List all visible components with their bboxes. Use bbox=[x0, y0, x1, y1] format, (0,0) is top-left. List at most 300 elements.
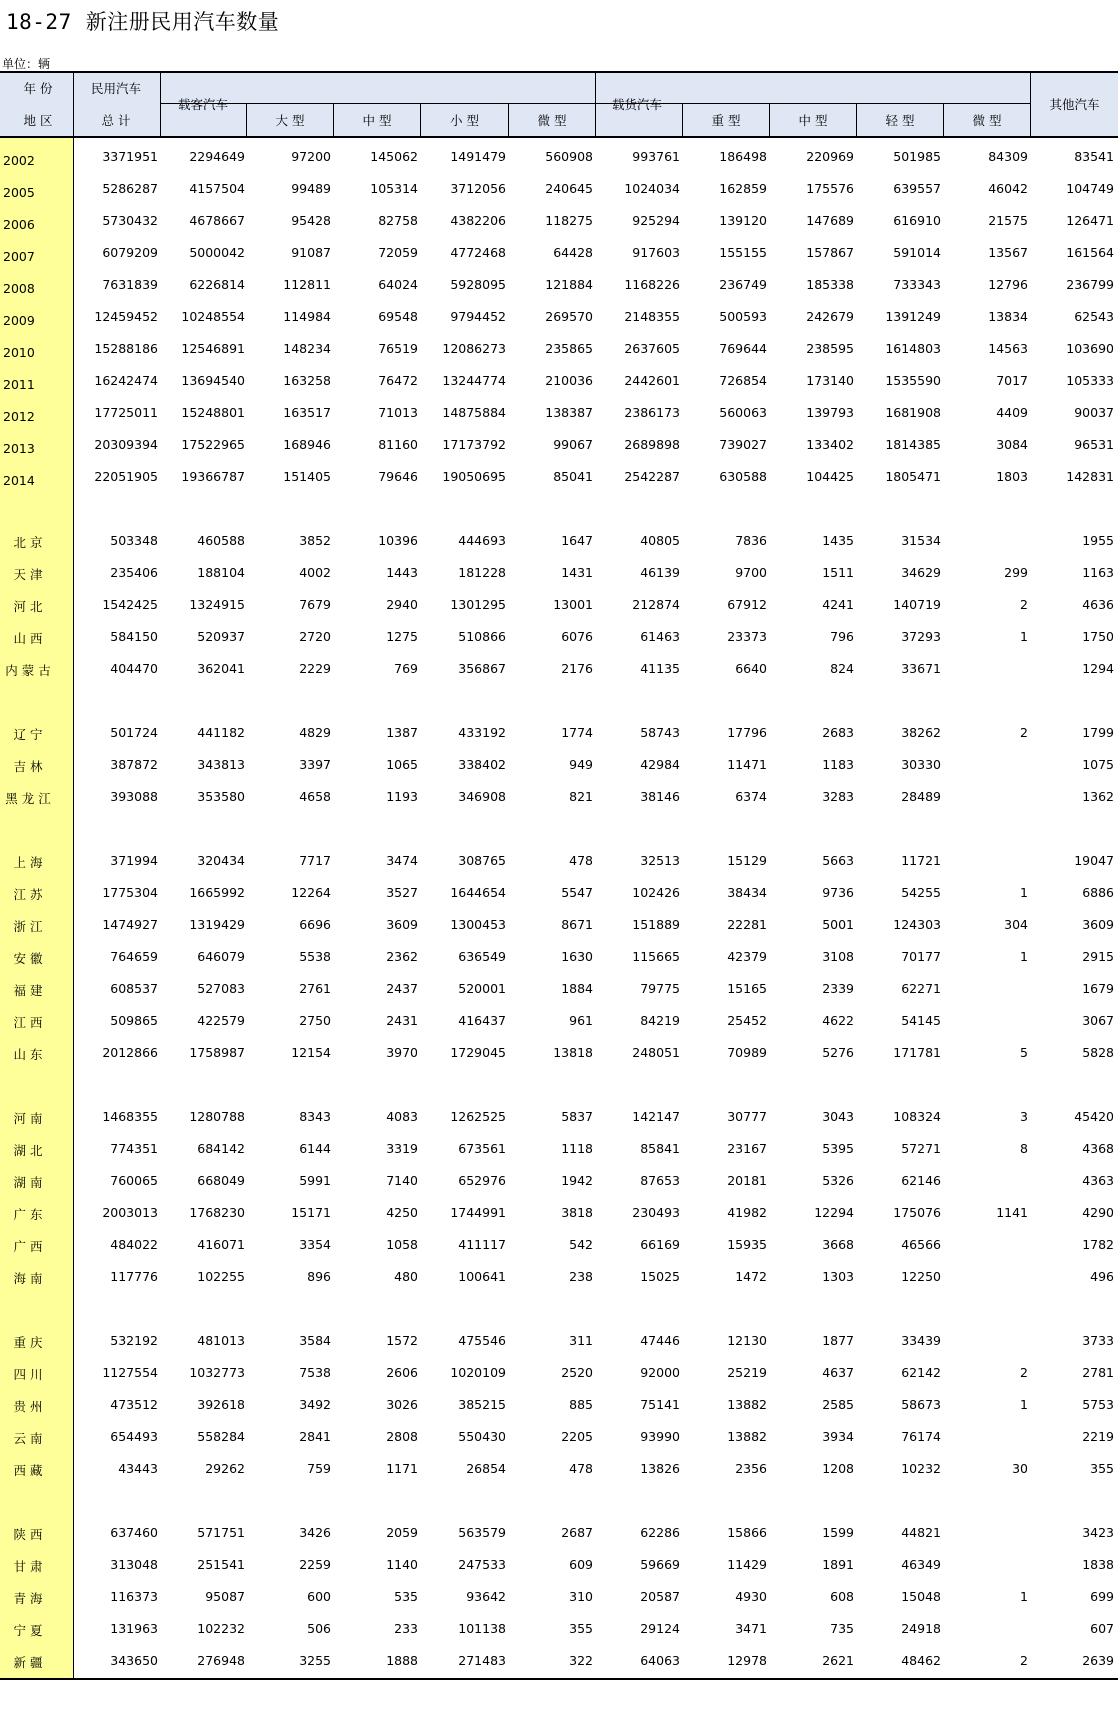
freight-medium-header: 中 型 bbox=[798, 113, 828, 128]
passenger-medium-cell: 145062 bbox=[370, 149, 418, 164]
freight-medium-cell: 1891 bbox=[822, 1557, 854, 1572]
passenger-total-cell: 1319429 bbox=[189, 917, 245, 932]
total-cell: 313048 bbox=[110, 1557, 158, 1572]
freight-heavy-cell: 9700 bbox=[735, 565, 767, 580]
total-cell: 116373 bbox=[110, 1589, 158, 1604]
freight-light-cell: 28489 bbox=[901, 789, 941, 804]
region-row bbox=[0, 589, 1118, 619]
freight-light-cell: 46566 bbox=[901, 1237, 941, 1252]
passenger-total-cell: 4678667 bbox=[189, 213, 245, 228]
freight-medium-cell: 220969 bbox=[806, 149, 854, 164]
region-row bbox=[0, 1325, 1118, 1355]
total-cell: 503348 bbox=[110, 533, 158, 548]
passenger-total-cell: 343813 bbox=[197, 757, 245, 772]
passenger-total-cell: 527083 bbox=[197, 981, 245, 996]
passenger-large-cell: 4829 bbox=[299, 725, 331, 740]
freight-medium-cell: 824 bbox=[830, 661, 854, 676]
passenger-small-cell: 308765 bbox=[458, 853, 506, 868]
freight-medium-cell: 1303 bbox=[822, 1269, 854, 1284]
passenger-mini-cell: 235865 bbox=[545, 341, 593, 356]
year-row bbox=[0, 205, 1118, 235]
other-cell: 355 bbox=[1090, 1461, 1114, 1476]
total-cell: 43443 bbox=[118, 1461, 158, 1476]
passenger-total-cell: 15248801 bbox=[181, 405, 245, 420]
freight-total-cell: 1168226 bbox=[624, 277, 680, 292]
passenger-small-cell: 1262525 bbox=[450, 1109, 506, 1124]
region-row bbox=[0, 1517, 1118, 1547]
total-header: 总 计 bbox=[101, 113, 131, 128]
passenger-small-cell: 356867 bbox=[458, 661, 506, 676]
region-label: 贵州 bbox=[13, 1399, 47, 1414]
passenger-large-cell: 3492 bbox=[299, 1397, 331, 1412]
freight-light-cell: 10232 bbox=[901, 1461, 941, 1476]
passenger-mini-cell: 64428 bbox=[553, 245, 593, 260]
freight-mini-cell: 1 bbox=[1020, 949, 1028, 964]
region-row bbox=[0, 973, 1118, 1003]
total-cell: 235406 bbox=[110, 565, 158, 580]
passenger-total-cell: 12546891 bbox=[181, 341, 245, 356]
other-cell: 3733 bbox=[1082, 1333, 1114, 1348]
other-cell: 3423 bbox=[1082, 1525, 1114, 1540]
other-cell: 1294 bbox=[1082, 661, 1114, 676]
passenger-small-cell: 101138 bbox=[458, 1621, 506, 1636]
passenger-small-cell: 13244774 bbox=[442, 373, 506, 388]
table-bottom-rule bbox=[0, 1678, 1118, 1680]
total-cell: 774351 bbox=[110, 1141, 158, 1156]
freight-total-cell: 92000 bbox=[640, 1365, 680, 1380]
passenger-mini-cell: 322 bbox=[569, 1653, 593, 1668]
region-label: 云南 bbox=[13, 1431, 47, 1446]
freight-heavy-cell: 139120 bbox=[719, 213, 767, 228]
passenger-total-cell: 481013 bbox=[197, 1333, 245, 1348]
passenger-mini-cell: 478 bbox=[569, 853, 593, 868]
passenger-total-cell: 1032773 bbox=[189, 1365, 245, 1380]
freight-light-cell: 1681908 bbox=[885, 405, 941, 420]
passenger-mini-cell: 1942 bbox=[561, 1173, 593, 1188]
freight-medium-cell: 5395 bbox=[822, 1141, 854, 1156]
passenger-mini-cell: 542 bbox=[569, 1237, 593, 1252]
freight-medium-cell: 608 bbox=[830, 1589, 854, 1604]
freight-light-cell: 37293 bbox=[901, 629, 941, 644]
freight-heavy-cell: 15129 bbox=[727, 853, 767, 868]
passenger-medium-cell: 69548 bbox=[378, 309, 418, 324]
passenger-medium-cell: 3319 bbox=[386, 1141, 418, 1156]
passenger-mini-cell: 478 bbox=[569, 1461, 593, 1476]
region-row bbox=[0, 845, 1118, 875]
freight-medium-cell: 3108 bbox=[822, 949, 854, 964]
freight-total-cell: 87653 bbox=[640, 1173, 680, 1188]
freight-total-cell: 212874 bbox=[632, 597, 680, 612]
freight-total-cell: 66169 bbox=[640, 1237, 680, 1252]
freight-total-cell: 85841 bbox=[640, 1141, 680, 1156]
freight-total-cell: 115665 bbox=[632, 949, 680, 964]
passenger-large-cell: 99489 bbox=[291, 181, 331, 196]
freight-medium-cell: 5001 bbox=[822, 917, 854, 932]
freight-total-cell: 2386173 bbox=[624, 405, 680, 420]
freight-heavy-cell: 30777 bbox=[727, 1109, 767, 1124]
passenger-medium-cell: 72059 bbox=[378, 245, 418, 260]
other-cell: 45420 bbox=[1074, 1109, 1114, 1124]
region-label: 四川 bbox=[13, 1367, 47, 1382]
passenger-mini-header: 微 型 bbox=[537, 113, 567, 128]
passenger-large-cell: 12264 bbox=[291, 885, 331, 900]
region-label: 青海 bbox=[13, 1591, 47, 1606]
passenger-large-cell: 4658 bbox=[299, 789, 331, 804]
freight-heavy-cell: 20181 bbox=[727, 1173, 767, 1188]
freight-light-cell: 33439 bbox=[901, 1333, 941, 1348]
freight-light-cell: 1391249 bbox=[885, 309, 941, 324]
passenger-small-cell: 510866 bbox=[458, 629, 506, 644]
other-cell: 236799 bbox=[1066, 277, 1114, 292]
freight-light-cell: 1805471 bbox=[885, 469, 941, 484]
freight-heavy-cell: 23373 bbox=[727, 629, 767, 644]
total-cell: 404470 bbox=[110, 661, 158, 676]
freight-heavy-header: 重 型 bbox=[711, 113, 741, 128]
freight-medium-cell: 157867 bbox=[806, 245, 854, 260]
total-cell: 2012866 bbox=[102, 1045, 158, 1060]
other-cell: 2915 bbox=[1082, 949, 1114, 964]
freight-total-cell: 13826 bbox=[640, 1461, 680, 1476]
passenger-total-cell: 2294649 bbox=[189, 149, 245, 164]
freight-mini-cell: 8 bbox=[1020, 1141, 1028, 1156]
passenger-mini-cell: 355 bbox=[569, 1621, 593, 1636]
freight-medium-cell: 3934 bbox=[822, 1429, 854, 1444]
region-row bbox=[0, 909, 1118, 939]
freight-total-cell: 102426 bbox=[632, 885, 680, 900]
passenger-mini-cell: 138387 bbox=[545, 405, 593, 420]
passenger-large-cell: 2841 bbox=[299, 1429, 331, 1444]
passenger-total-cell: 251541 bbox=[197, 1557, 245, 1572]
freight-light-cell: 48462 bbox=[901, 1653, 941, 1668]
freight-light-cell: 76174 bbox=[901, 1429, 941, 1444]
passenger-medium-cell: 535 bbox=[394, 1589, 418, 1604]
total-cell: 131963 bbox=[110, 1621, 158, 1636]
freight-mini-cell: 5 bbox=[1020, 1045, 1028, 1060]
passenger-medium-cell: 10396 bbox=[378, 533, 418, 548]
freight-heavy-cell: 726854 bbox=[719, 373, 767, 388]
other-cell: 4368 bbox=[1082, 1141, 1114, 1156]
freight-light-cell: 616910 bbox=[893, 213, 941, 228]
freight-heavy-cell: 12978 bbox=[727, 1653, 767, 1668]
other-cell: 2781 bbox=[1082, 1365, 1114, 1380]
passenger-large-cell: 2259 bbox=[299, 1557, 331, 1572]
region-row bbox=[0, 1357, 1118, 1387]
passenger-small-cell: 1644654 bbox=[450, 885, 506, 900]
passenger-medium-cell: 3474 bbox=[386, 853, 418, 868]
passenger-mini-cell: 3818 bbox=[561, 1205, 593, 1220]
passenger-medium-cell: 7140 bbox=[386, 1173, 418, 1188]
other-cell: 1075 bbox=[1082, 757, 1114, 772]
freight-total-cell: 2442601 bbox=[624, 373, 680, 388]
passenger-small-cell: 433192 bbox=[458, 725, 506, 740]
freight-medium-cell: 2339 bbox=[822, 981, 854, 996]
passenger-small-cell: 475546 bbox=[458, 1333, 506, 1348]
passenger-medium-cell: 3609 bbox=[386, 917, 418, 932]
passenger-small-cell: 673561 bbox=[458, 1141, 506, 1156]
passenger-medium-cell: 1888 bbox=[386, 1653, 418, 1668]
passenger-medium-cell: 2940 bbox=[386, 597, 418, 612]
passenger-medium-cell: 3026 bbox=[386, 1397, 418, 1412]
passenger-small-cell: 17173792 bbox=[442, 437, 506, 452]
other-cell: 6886 bbox=[1082, 885, 1114, 900]
freight-medium-cell: 104425 bbox=[806, 469, 854, 484]
region-label: 陕西 bbox=[13, 1527, 47, 1542]
freight-total-cell: 142147 bbox=[632, 1109, 680, 1124]
freight-mini-cell: 84309 bbox=[988, 149, 1028, 164]
passenger-mini-cell: 2176 bbox=[561, 661, 593, 676]
freight-heavy-cell: 15866 bbox=[727, 1525, 767, 1540]
passenger-small-cell: 271483 bbox=[458, 1653, 506, 1668]
region-row bbox=[0, 1645, 1118, 1675]
freight-heavy-cell: 162859 bbox=[719, 181, 767, 196]
region-label: 黑龙江 bbox=[5, 791, 55, 806]
passenger-large-cell: 896 bbox=[307, 1269, 331, 1284]
region-label: 重庆 bbox=[13, 1335, 47, 1350]
passenger-large-cell: 7679 bbox=[299, 597, 331, 612]
passenger-total-cell: 1758987 bbox=[189, 1045, 245, 1060]
freight-light-cell: 57271 bbox=[901, 1141, 941, 1156]
freight-heavy-cell: 41982 bbox=[727, 1205, 767, 1220]
other-cell: 1750 bbox=[1082, 629, 1114, 644]
other-cell: 607 bbox=[1090, 1621, 1114, 1636]
header-divider bbox=[73, 72, 74, 136]
passenger-medium-cell: 71013 bbox=[378, 405, 418, 420]
total-cell: 1542425 bbox=[102, 597, 158, 612]
freight-mini-cell: 4409 bbox=[996, 405, 1028, 420]
passenger-total-cell: 520937 bbox=[197, 629, 245, 644]
region-label: 北京 bbox=[13, 535, 47, 550]
passenger-mini-cell: 8671 bbox=[561, 917, 593, 932]
freight-mini-cell: 14563 bbox=[988, 341, 1028, 356]
year-column-header: 年 份 bbox=[23, 81, 53, 96]
passenger-total-cell: 684142 bbox=[197, 1141, 245, 1156]
passenger-mini-cell: 2520 bbox=[561, 1365, 593, 1380]
passenger-total-cell: 668049 bbox=[197, 1173, 245, 1188]
freight-total-cell: 993761 bbox=[632, 149, 680, 164]
region-row bbox=[0, 525, 1118, 555]
freight-total-cell: 62286 bbox=[640, 1525, 680, 1540]
freight-total-cell: 84219 bbox=[640, 1013, 680, 1028]
freight-mini-cell: 1 bbox=[1020, 1397, 1028, 1412]
passenger-mini-cell: 1774 bbox=[561, 725, 593, 740]
freight-medium-cell: 1435 bbox=[822, 533, 854, 548]
year-label: 2007 bbox=[3, 249, 35, 264]
total-cell: 3371951 bbox=[102, 149, 158, 164]
passenger-medium-cell: 1065 bbox=[386, 757, 418, 772]
passenger-medium-cell: 1572 bbox=[386, 1333, 418, 1348]
freight-light-cell: 124303 bbox=[893, 917, 941, 932]
freight-light-cell: 58673 bbox=[901, 1397, 941, 1412]
passenger-small-cell: 1491479 bbox=[450, 149, 506, 164]
passenger-total-cell: 6226814 bbox=[189, 277, 245, 292]
passenger-large-cell: 6144 bbox=[299, 1141, 331, 1156]
region-label: 宁夏 bbox=[13, 1623, 47, 1638]
passenger-large-cell: 15171 bbox=[291, 1205, 331, 1220]
freight-light-cell: 31534 bbox=[901, 533, 941, 548]
other-cell: 1679 bbox=[1082, 981, 1114, 996]
passenger-large-cell: 2761 bbox=[299, 981, 331, 996]
freight-heavy-cell: 1472 bbox=[735, 1269, 767, 1284]
freight-total-cell: 42984 bbox=[640, 757, 680, 772]
total-cell: 7631839 bbox=[102, 277, 158, 292]
freight-mini-cell: 1 bbox=[1020, 1589, 1028, 1604]
region-row bbox=[0, 1421, 1118, 1451]
total-cell: 473512 bbox=[110, 1397, 158, 1412]
passenger-mini-cell: 1118 bbox=[561, 1141, 593, 1156]
passenger-large-cell: 163258 bbox=[283, 373, 331, 388]
passenger-mini-cell: 949 bbox=[569, 757, 593, 772]
freight-light-cell: 70177 bbox=[901, 949, 941, 964]
freight-heavy-cell: 739027 bbox=[719, 437, 767, 452]
total-cell: 22051905 bbox=[94, 469, 158, 484]
passenger-small-cell: 1301295 bbox=[450, 597, 506, 612]
freight-total-cell: 59669 bbox=[640, 1557, 680, 1572]
freight-medium-cell: 796 bbox=[830, 629, 854, 644]
freight-light-cell: 62271 bbox=[901, 981, 941, 996]
passenger-small-cell: 550430 bbox=[458, 1429, 506, 1444]
total-cell: 2003013 bbox=[102, 1205, 158, 1220]
total-cell: 532192 bbox=[110, 1333, 158, 1348]
region-label: 山东 bbox=[13, 1047, 47, 1062]
freight-light-cell: 11721 bbox=[901, 853, 941, 868]
passenger-total-cell: 1665992 bbox=[189, 885, 245, 900]
passenger-medium-cell: 81160 bbox=[378, 437, 418, 452]
year-row bbox=[0, 173, 1118, 203]
total-cell: 15288186 bbox=[94, 341, 158, 356]
passenger-total-cell: 320434 bbox=[197, 853, 245, 868]
passenger-total-cell: 19366787 bbox=[181, 469, 245, 484]
other-cell: 5828 bbox=[1082, 1045, 1114, 1060]
region-label: 内蒙古 bbox=[5, 663, 55, 678]
region-row bbox=[0, 781, 1118, 811]
other-cell: 2219 bbox=[1082, 1429, 1114, 1444]
passenger-medium-cell: 1058 bbox=[386, 1237, 418, 1252]
region-label: 河南 bbox=[13, 1111, 47, 1126]
passenger-total-cell: 646079 bbox=[197, 949, 245, 964]
year-label: 2013 bbox=[3, 441, 35, 456]
passenger-mini-cell: 1884 bbox=[561, 981, 593, 996]
region-row bbox=[0, 1197, 1118, 1227]
year-row bbox=[0, 301, 1118, 331]
freight-medium-cell: 9736 bbox=[822, 885, 854, 900]
freight-light-header: 轻 型 bbox=[885, 113, 915, 128]
other-cell: 62543 bbox=[1074, 309, 1114, 324]
other-cell: 1838 bbox=[1082, 1557, 1114, 1572]
other-cell: 1799 bbox=[1082, 725, 1114, 740]
region-label: 广西 bbox=[13, 1239, 47, 1254]
region-label: 西藏 bbox=[13, 1463, 47, 1478]
freight-medium-cell: 3043 bbox=[822, 1109, 854, 1124]
passenger-mini-cell: 210036 bbox=[545, 373, 593, 388]
freight-heavy-cell: 11471 bbox=[727, 757, 767, 772]
freight-mini-cell: 21575 bbox=[988, 213, 1028, 228]
passenger-small-cell: 1020109 bbox=[450, 1365, 506, 1380]
year-label: 2005 bbox=[3, 185, 35, 200]
passenger-large-cell: 3354 bbox=[299, 1237, 331, 1252]
total-cell: 16242474 bbox=[94, 373, 158, 388]
total-cell: 20309394 bbox=[94, 437, 158, 452]
passenger-mini-cell: 560908 bbox=[545, 149, 593, 164]
passenger-small-cell: 14875884 bbox=[442, 405, 506, 420]
passenger-medium-cell: 2362 bbox=[386, 949, 418, 964]
freight-light-cell: 54145 bbox=[901, 1013, 941, 1028]
region-label: 福建 bbox=[13, 983, 47, 998]
region-row bbox=[0, 1229, 1118, 1259]
freight-medium-cell: 5663 bbox=[822, 853, 854, 868]
passenger-medium-cell: 2059 bbox=[386, 1525, 418, 1540]
passenger-medium-cell: 1387 bbox=[386, 725, 418, 740]
freight-heavy-cell: 13882 bbox=[727, 1429, 767, 1444]
region-row bbox=[0, 1453, 1118, 1483]
passenger-large-cell: 2720 bbox=[299, 629, 331, 644]
freight-heavy-cell: 3471 bbox=[735, 1621, 767, 1636]
passenger-small-cell: 4382206 bbox=[450, 213, 506, 228]
passenger-medium-cell: 2431 bbox=[386, 1013, 418, 1028]
year-label: 2011 bbox=[3, 377, 35, 392]
freight-heavy-cell: 630588 bbox=[719, 469, 767, 484]
passenger-medium-cell: 2606 bbox=[386, 1365, 418, 1380]
other-cell: 3609 bbox=[1082, 917, 1114, 932]
passenger-small-cell: 19050695 bbox=[442, 469, 506, 484]
passenger-large-cell: 3426 bbox=[299, 1525, 331, 1540]
passenger-medium-cell: 64024 bbox=[378, 277, 418, 292]
freight-total-cell: 15025 bbox=[640, 1269, 680, 1284]
other-cell: 103690 bbox=[1066, 341, 1114, 356]
passenger-mini-cell: 269570 bbox=[545, 309, 593, 324]
other-cell: 5753 bbox=[1082, 1397, 1114, 1412]
freight-mini-cell: 30 bbox=[1012, 1461, 1028, 1476]
other-cell: 2639 bbox=[1082, 1653, 1114, 1668]
freight-heavy-cell: 2356 bbox=[735, 1461, 767, 1476]
total-cell: 584150 bbox=[110, 629, 158, 644]
freight-medium-cell: 1183 bbox=[822, 757, 854, 772]
passenger-medium-cell: 4083 bbox=[386, 1109, 418, 1124]
passenger-medium-cell: 79646 bbox=[378, 469, 418, 484]
passenger-medium-cell: 3970 bbox=[386, 1045, 418, 1060]
total-cell: 654493 bbox=[110, 1429, 158, 1444]
freight-medium-cell: 735 bbox=[830, 1621, 854, 1636]
civil-vehicles-header: 民用汽车 bbox=[90, 81, 141, 96]
passenger-total-cell: 4157504 bbox=[189, 181, 245, 196]
freight-heavy-cell: 6640 bbox=[735, 661, 767, 676]
freight-total-cell: 38146 bbox=[640, 789, 680, 804]
freight-mini-cell: 3 bbox=[1020, 1109, 1028, 1124]
passenger-total-cell: 13694540 bbox=[181, 373, 245, 388]
passenger-medium-cell: 1140 bbox=[386, 1557, 418, 1572]
freight-total-cell: 61463 bbox=[640, 629, 680, 644]
passenger-large-cell: 3397 bbox=[299, 757, 331, 772]
freight-light-cell: 108324 bbox=[893, 1109, 941, 1124]
year-row bbox=[0, 397, 1118, 427]
freight-medium-cell: 4622 bbox=[822, 1013, 854, 1028]
region-label: 山西 bbox=[13, 631, 47, 646]
region-row bbox=[0, 941, 1118, 971]
region-row bbox=[0, 1549, 1118, 1579]
passenger-small-cell: 411117 bbox=[458, 1237, 506, 1252]
year-row bbox=[0, 333, 1118, 363]
region-row bbox=[0, 1165, 1118, 1195]
passenger-total-cell: 29262 bbox=[205, 1461, 245, 1476]
passenger-small-cell: 385215 bbox=[458, 1397, 506, 1412]
passenger-small-cell: 26854 bbox=[466, 1461, 506, 1476]
passenger-total-cell: 1324915 bbox=[189, 597, 245, 612]
freight-light-cell: 62146 bbox=[901, 1173, 941, 1188]
passenger-medium-cell: 105314 bbox=[370, 181, 418, 196]
other-cell: 19047 bbox=[1074, 853, 1114, 868]
passenger-total-cell: 558284 bbox=[197, 1429, 245, 1444]
year-label: 2002 bbox=[3, 153, 35, 168]
freight-heavy-cell: 7836 bbox=[735, 533, 767, 548]
